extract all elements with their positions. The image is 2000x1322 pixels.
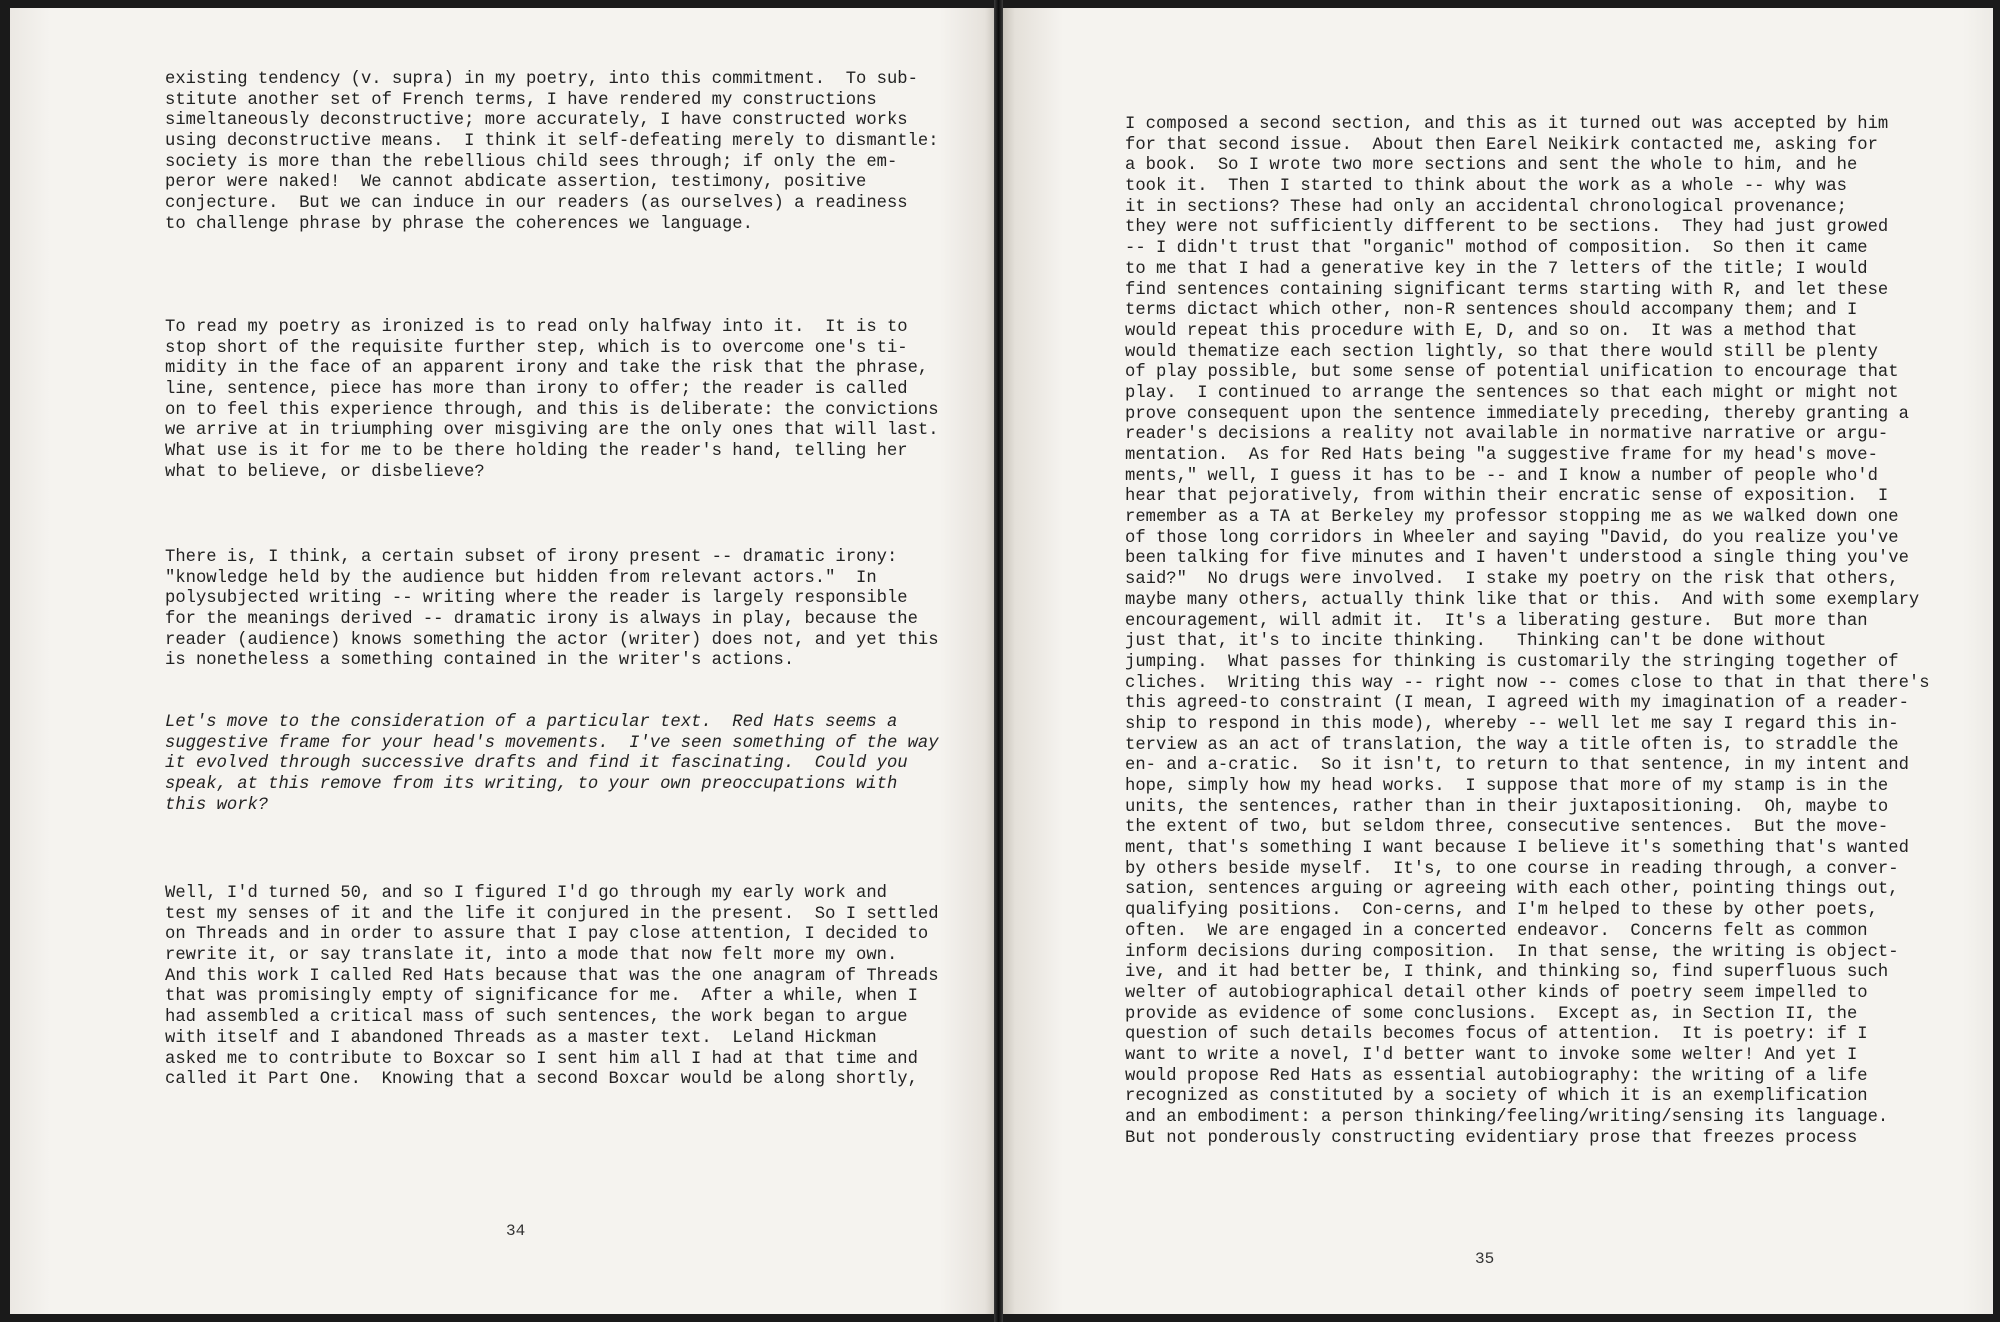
text-line: terms dictact which other, non-R sentences should accompany them; and I [1125,301,1858,321]
interview-question [165,713,939,816]
text-line: polysubjected writing -- writing where the reader is largely responsible [165,589,908,609]
text-line: qualifying positions. Con-cerns, and I'm helped to these by other poets, [1125,901,1878,921]
text-line: that was promisingly empty of significance for me. After a while, when I [165,987,918,1007]
text-line: this work? [165,795,269,815]
text-line: midity in the face of an apparent irony and take the risk that the phrase, [165,359,929,379]
text-line: hope, simply how my head works. I suppose that more of my stamp is in the [1125,777,1889,796]
text-line: simeltaneously deconstructive; more accurately, I have constructed works [165,111,908,131]
text-line: suggestive frame for your head's movements. I've seen something of the way [165,733,939,753]
text-line: terview as an act of translation, the way a title often is, to straddle the [1125,735,1899,755]
text-line: What use is it for me to be there holding the reader's hand, telling her [165,442,908,462]
text-line: reader (audience) knows something the actor (writer) does not, and yet this [165,630,939,650]
text-line: reader's decisions a reality not available in normative narrative or argu- [1125,425,1889,445]
text-line: rewrite it, or say translate it, into a mode that now felt more my own. [165,946,898,966]
paragraph-continued [1125,115,1930,1149]
text-line: often. We are engaged in a concerted endeavor. Concerns felt as common [1125,921,1868,941]
text-line: this agreed-to constraint (I mean, I agreed with my imagination of a reader- [1125,694,1909,714]
text-line: units, the sentences, rather than in their juxtapositioning. Oh, maybe to [1125,797,1889,817]
paragraph-3 [165,548,939,672]
text-line: speak, at this remove from its writing, to your own preoccupations with [165,775,898,795]
text-line: ship to respond in this mode), whereby -- well let me say I regard this in- [1125,714,1899,734]
left-page [10,8,994,1314]
text-line: on to feel this experience through, and this is deliberate: the convictions [165,400,939,420]
text-line: mentation. As for Red Hats being "a suggestive frame for my head's move- [1125,446,1878,465]
text-line: -- I didn't trust that "organic" mothod of composition. So then it came [1125,239,1868,259]
text-line: of those long corridors in Wheeler and saying "David, do you realize you've [1125,528,1899,548]
text-line: for that second issue. About then Earel Neikirk contacted me, asking for [1125,135,1878,155]
text-line: is nonetheless a something contained in the writer's actions. [165,651,795,671]
text-line: called it Part One. Knowing that a second Boxcar would be along shortly, [165,1070,918,1090]
text-line: ment, that's something I want because I believe it's something that's wanted [1125,839,1909,859]
text-line: I composed a second section, and this as it turned out was accepted by him [1125,115,1889,134]
text-line: inform decisions during composition. In that sense, the writing is object- [1125,942,1899,962]
text-line: test my senses of it and the life it conjured in the present. So I settled [165,904,939,924]
text-line: with itself and I abandoned Threads as a master text. Leland Hickman [165,1028,877,1048]
text-line: line, sentence, piece has more than irony to offer; the reader is called [165,380,908,400]
text-line: But not ponderously constructing evidentiary prose that freezes process [1125,1128,1858,1148]
text-line: To read my poetry as ironized is to read only halfway into it. It is to [165,318,908,337]
text-line: maybe many others, actually think like that or this. And with some exemplary [1125,590,1920,610]
text-line: recognized as constituted by a society of which it is an exemplification [1125,1087,1868,1107]
paragraph-4 [165,884,939,1091]
text-line: of play possible, but some sense of potential unification to encourage that [1125,363,1899,383]
text-line: for the meanings derived -- dramatic irony is always in play, because the [165,610,918,630]
text-line: to challenge phrase by phrase the coherences we language. [165,214,753,234]
text-line: find sentences containing significant terms starting with R, and let these [1125,280,1889,300]
text-line: welter of autobiographical detail other kinds of poetry seem impelled to [1125,983,1868,1003]
text-line: it in sections? These had only an accidental chronological provenance; [1125,197,1847,217]
text-line: play. I continued to arrange the sentences so that each might or might not [1125,383,1899,403]
text-line: ive, and it had better be, I think, and thinking so, find superfluous such [1125,963,1889,983]
text-line: jumping. What passes for thinking is customarily the stringing together of [1125,652,1899,672]
text-line: peror were naked! We cannot abdicate assertion, testimony, positive [165,173,867,193]
text-line: using deconstructive means. I think it self-defeating merely to dismantle: [165,132,939,152]
text-line: Let's move to the consideration of a particular text. Red Hats seems a [165,713,898,732]
text-line: cliches. Writing this way -- right now -- comes close to that in that there's [1125,673,1930,693]
text-line: sation, sentences arguing or agreeing with each other, pointing things out, [1125,880,1899,900]
right-page [1003,8,1993,1314]
text-line: by others beside myself. It's, to one course in reading through, a conver- [1125,859,1899,879]
text-line: had assembled a critical mass of such sentences, the work began to argue [165,1008,908,1028]
paragraph-2 [165,318,939,484]
text-line: There is, I think, a certain subset of irony present -- dramatic irony: [165,548,898,567]
text-line: conjecture. But we can induce in our readers (as ourselves) a readiness [165,194,908,214]
text-line: question of such details becomes focus of attention. It is poetry: if I [1125,1025,1868,1045]
text-line: what to believe, or disbelieve? [165,462,485,482]
text-line: hear that pejoratively, from within their encratic sense of exposition. I [1125,487,1889,507]
text-line: want to write a novel, I'd better want to invoke some welter! And yet I [1125,1045,1858,1065]
text-line: provide as evidence of some conclusions. Except as, in Section II, the [1125,1004,1858,1024]
book-gutter [994,0,1003,1322]
text-line: said?" No drugs were involved. I stake my poetry on the risk that others, [1125,570,1899,590]
text-line: encouragement, will admit it. It's a liberating gesture. But more than [1125,611,1868,631]
text-line: been talking for five minutes and I haven't understood a single thing you've [1125,549,1909,569]
text-line: a book. So I wrote two more sections and sent the whole to him, and he [1125,156,1858,176]
text-line: ments," well, I guess it has to be -- and I know a number of people who'd [1125,466,1878,486]
text-line: took it. Then I started to think about the work as a whole -- why was [1125,177,1847,197]
page-number: 35 [1475,1250,1495,1268]
text-line: to me that I had a generative key in the 7 letters of the title; I would [1125,259,1868,279]
text-line: just that, it's to incite thinking. Thinking can't be done without [1125,632,1827,652]
text-line: stop short of the requisite further step, which is to overcome one's ti- [165,338,908,358]
text-line: Well, I'd turned 50, and so I figured I'd go through my early work and [165,884,887,903]
text-line: they were not sufficiently different to be sections. They had just growed [1125,218,1889,238]
text-line: would thematize each section lightly, so that there would still be plenty [1125,342,1878,362]
text-line: and an embodiment: a person thinking/feeling/writing/sensing its language. [1125,1108,1889,1127]
paragraph-1 [165,70,939,236]
text-line: on Threads and in order to assure that I pay close attention, I decided to [165,925,929,945]
text-line: would propose Red Hats as essential autobiography: the writing of a life [1125,1066,1868,1086]
text-line: en- and a-cratic. So it isn't, to return to that sentence, in my intent and [1125,756,1909,776]
page-number: 34 [506,1222,526,1240]
text-line: asked me to contribute to Boxcar so I sent him all I had at that time and [165,1049,918,1069]
text-line: And this work I called Red Hats because that was the one anagram of Threads [165,966,939,986]
text-line: society is more than the rebellious child sees through; if only the em- [165,152,898,172]
text-line: stitute another set of French terms, I have rendered my constructions [165,90,877,110]
text-line: prove consequent upon the sentence immediately preceding, thereby granting a [1125,404,1909,424]
text-line: it evolved through successive drafts and find it fascinating. Could you [165,754,908,774]
text-line: we arrive at in triumphing over misgiving are the only ones that will last. [165,421,939,441]
text-line: "knowledge held by the audience but hidden from relevant actors." In [165,568,877,588]
text-line: the extent of two, but seldom three, consecutive sentences. But the move- [1125,818,1889,838]
text-line: existing tendency (v. supra) in my poetry, into this commitment. To sub- [165,70,918,89]
text-line: remember as a TA at Berkeley my professor stopping me as we walked down one [1125,508,1899,528]
text-line: would repeat this procedure with E, D, and so on. It was a method that [1125,321,1858,341]
